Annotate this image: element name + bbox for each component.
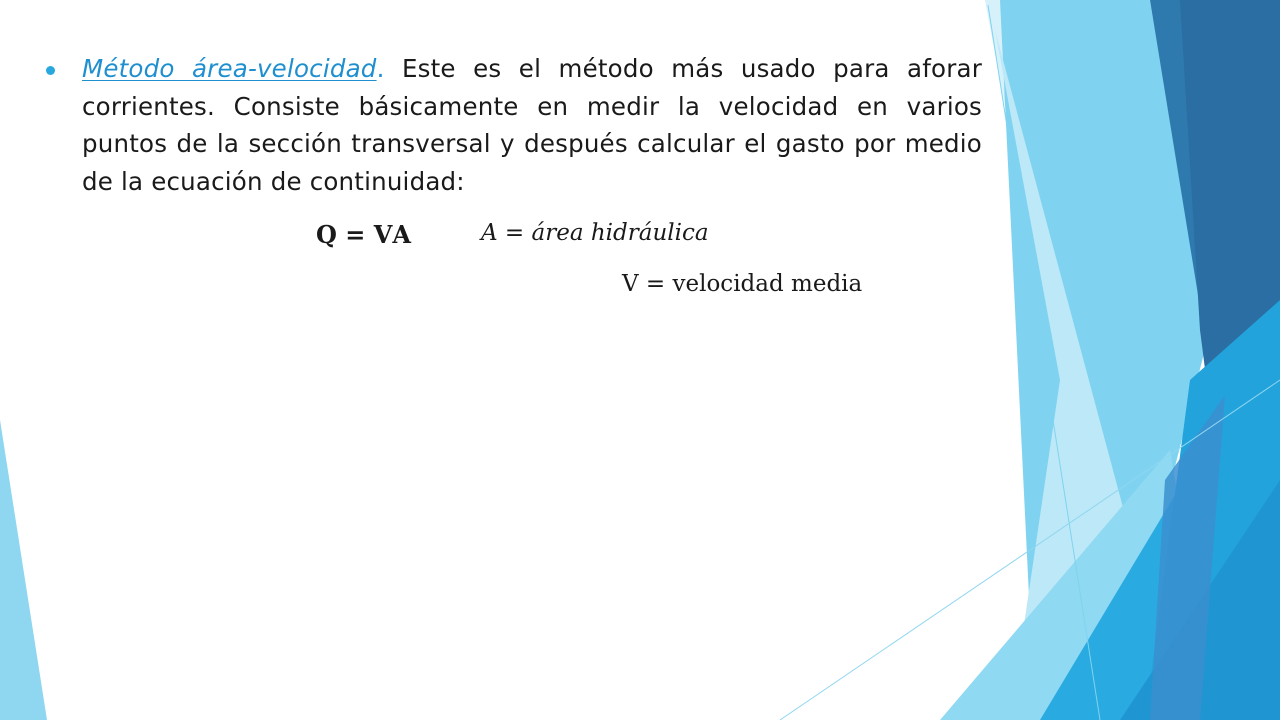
method-link-dot: . xyxy=(376,54,385,83)
decor-pale-triangle xyxy=(995,30,1180,720)
decor-blue-wedge xyxy=(1150,395,1225,720)
left-edge-shape xyxy=(0,420,47,720)
decor-thin-line-1 xyxy=(988,5,1100,720)
decor-light-band xyxy=(1000,0,1210,720)
decor-dark-strip xyxy=(1180,0,1280,720)
formula-q-equals-va: 𝐐 = 𝐕𝐀 xyxy=(316,220,411,249)
decor-mid-lower xyxy=(1040,320,1280,720)
decor-light-lower xyxy=(940,450,1215,720)
decor-pale-band xyxy=(985,0,1180,720)
bullet-block xyxy=(46,50,982,200)
method-link[interactable]: Método área-velocidad xyxy=(82,54,377,83)
formula-area-definition: A = área hidráulica xyxy=(481,220,709,246)
decor-thin-line-2 xyxy=(780,380,1280,720)
bullet-icon xyxy=(46,66,55,75)
decor-dark-upper xyxy=(1150,0,1280,430)
decor-mid-bottom xyxy=(1120,480,1280,720)
paragraph-body: Este es el método más usado para aforar corrientes. Consiste básicamente en medir la velocidad en varios puntos de la sección transversal y después calcular el gasto por medio de la ecuación de continuidad: xyxy=(82,54,982,196)
decor-mid-right xyxy=(1145,300,1280,720)
paragraph-text xyxy=(82,50,982,200)
formula-velocity-definition: V = velocidad media xyxy=(622,271,863,297)
